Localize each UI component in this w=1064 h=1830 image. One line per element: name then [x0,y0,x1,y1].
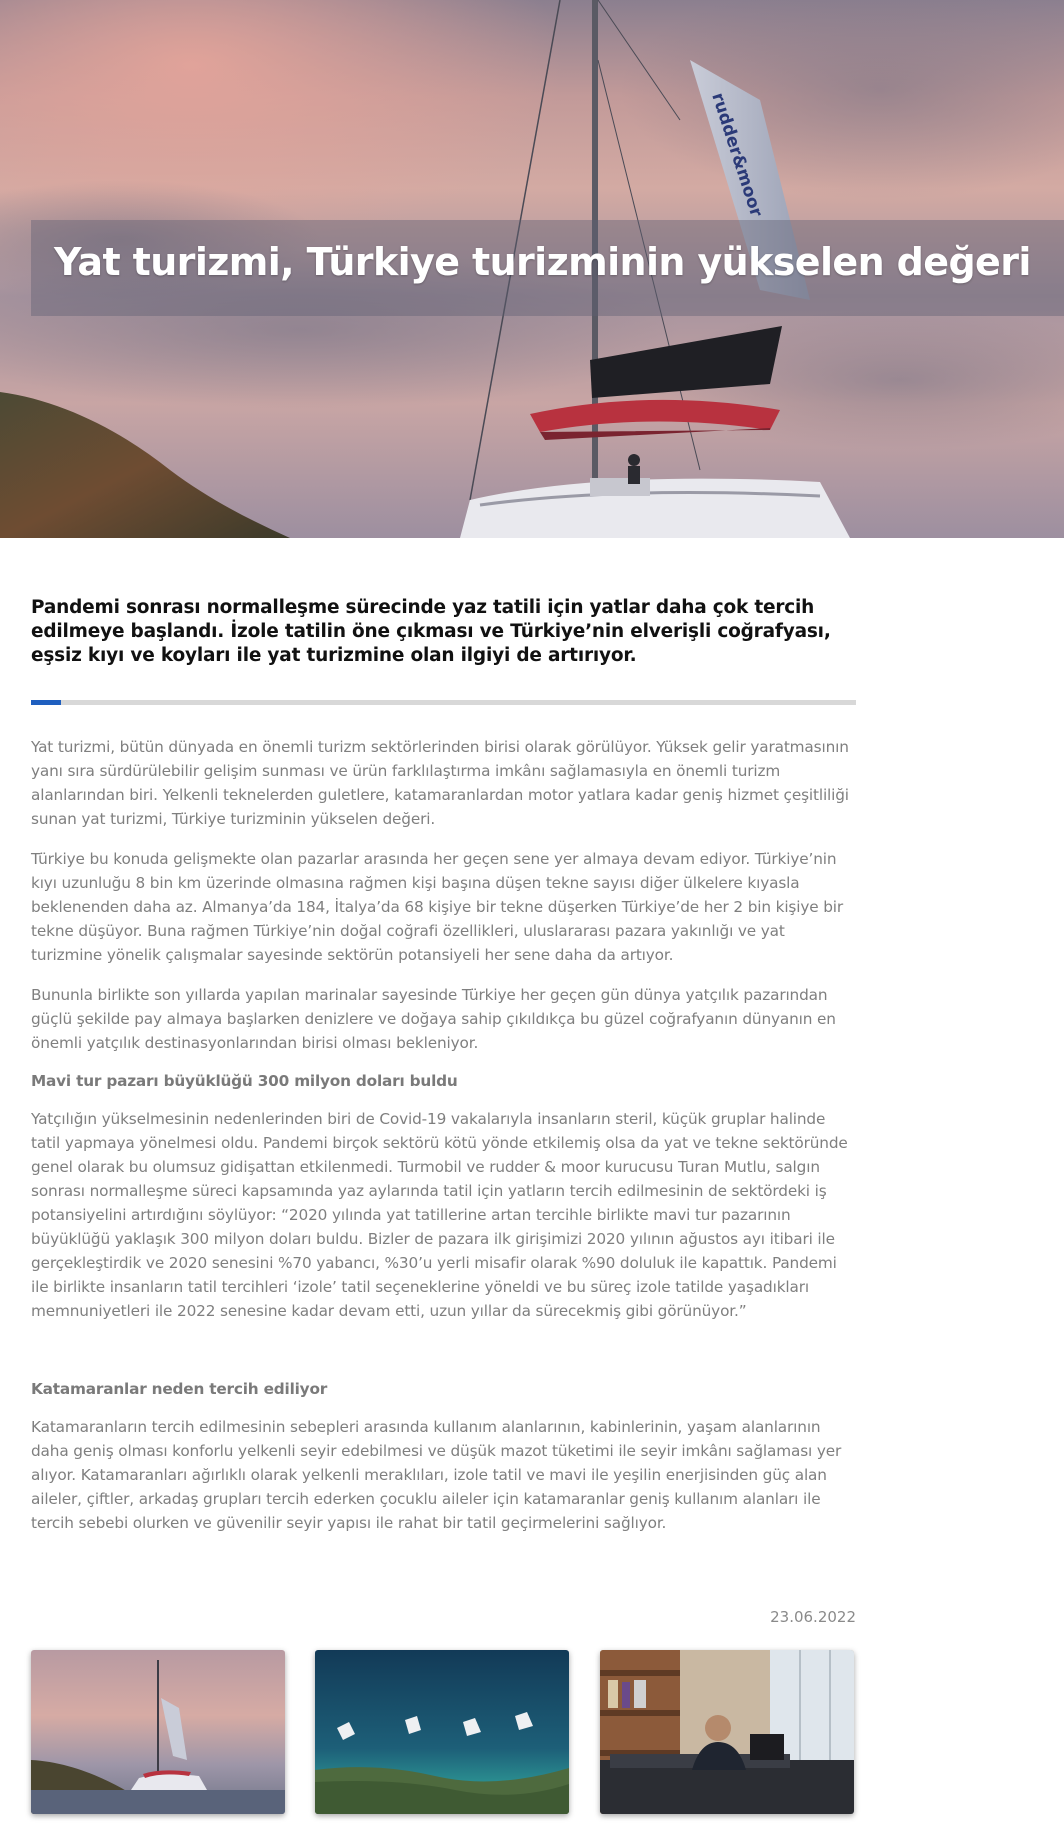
aerial-yachts-photo [315,1650,569,1814]
subheading-catamarans: Katamaranlar neden tercih ediliyor [31,1380,328,1398]
paragraph: Katamaranların tercih edilmesinin sebepleri arasında kullanım alanlarının, kabinlerinin, yaşam alanlarının daha geniş olması konforlu yelkenli seyir edebilmesi ve düşük mazot tüketimi ile seyir imkânı sağlaması yer alıyor. Katamaranları ağırlıklı olarak yelkenli meraklıları, izole tatil ve mavi ile yeşilin enerjisinden güç alan aileler, çiftler, arkadaş grupları tercih ederken çocuklu aileler için katamaranlar geniş kullanım alanları ile tercih sebebi olurken ve güvenilir seyir yapısı ile rahat bir tatil geçirmelerini sağlıyor. [31,1418,842,1532]
hero-banner [0,0,1064,538]
divider-accent [31,700,61,705]
gallery-thumbnail-aerial-yachts[interactable] [315,1650,569,1814]
sail-brand-text: rudder&moor [707,90,767,220]
image-gallery [31,1650,856,1814]
article-lead: Pandemi sonrası normalleşme sürecinde yaz tatili için yatlar daha çok tercih edilmeye başlandı. İzole tatilin öne çıkması ve Türkiye’nin elverişli coğrafyası, eşsiz kıyı ve koyları ile yat turizmine olan ilgiyi de artırıyor. [31,597,831,666]
paragraph: Türkiye bu konuda gelişmekte olan pazarlar arasında her geçen sene yer almaya devam ediyor. Türkiye’nin kıyı uzunluğu 8 bin km üzerinde olmasına rağmen kişi başına düşen tekne sayısı diğer ülkelere kıyasla beklenenden daha az. Almanya’da 184, İtalya’da 68 kişiye bir tekne düşerken Türkiye’de her 2 bin kişiye bir tekne düşüyor. Buna rağmen Türkiye’nin doğal coğrafi özellikleri, uluslararası pazara yakınlığı ve yat turizmine yönelik çalışmalar sayesinde sektörün potansiyeli her sene daha da artıyor. [31,850,844,964]
publish-date: 23.06.2022 [770,1608,856,1626]
gallery-thumbnail-office-portrait[interactable] [600,1650,854,1814]
gallery-thumbnail-catamaran[interactable] [31,1650,285,1814]
page-title: Yat turizmi, Türkiye turizminin yükselen değeri [54,240,1031,284]
paragraph: Bununla birlikte son yıllarda yapılan marinalar sayesinde Türkiye her geçen gün dünya yatçılık pazarından güçlü şekilde pay almaya başlarken denizlere ve doğaya sahip çıkıldıkça bu güzel coğrafyanın dünyanın en önemli yatçılık destinasyonlarından birisi olması bekleniyor. [31,986,836,1052]
paragraph: Yatçılığın yükselmesinin nedenlerinden biri de Covid-19 vakalarıyla insanların steril, küçük gruplar halinde tatil yapmaya yönelmesi oldu. Pandemi birçok sektörü kötü yönde etkilemiş olsa da yat ve tekne sektöründe genel olarak bu olumsuz gidişattan etkilenmedi. Turmobil ve rudder & moor kurucusu Turan Mutlu, salgın sonrası normalleşme süreci kapsamında yaz aylarında tatil için yatların tercih edilmesinin de sektördeki iş potansiyelini artırdığını söylüyor: “2020 yılında yat tatillerine artan tercihle birlikte mavi tur pazarının büyüklüğü yaklaşık 300 milyon doları buldu. Bizler de pazara ilk girişimizi 2020 yılının ağustos ayı itibari ile gerçekleştirdik ve 2020 senesini %70 yabancı, %30’u yerli misafir olarak %90 doluluk ile kapattık. Pandemi ile birlikte insanların tatil tercihleri ‘izole’ tatil seçeneklerine yöneldi ve bu süreç izole tatilde yaşadıkları memnuniyetleri ile 2022 senesine kadar devam etti, uzun yıllar da sürecekmiş gibi görünüyor.” [31,1110,848,1320]
subheading-market-size: Mavi tur pazarı büyüklüğü 300 milyon doları buldu [31,1072,458,1090]
paragraph: Yat turizmi, bütün dünyada en önemli turizm sektörlerinden birisi olarak görülüyor. Yüksek gelir yaratmasının yanı sıra sürdürülebilir gelişim sunması ve ürün farklılaştırma imkânı sağlamasıyla en önemli turizm alanlarından biri. Yelkenli teknelerden guletlere, katamaranlardan motor yatlara kadar geniş hizmet çeşitliliği sunan yat turizmi, Türkiye turizminin yükselen değeri. [31,738,849,828]
office-portrait-photo [600,1650,854,1814]
section-divider [31,700,856,705]
article-body [31,596,856,1535]
catamaran-photo [31,1650,285,1814]
